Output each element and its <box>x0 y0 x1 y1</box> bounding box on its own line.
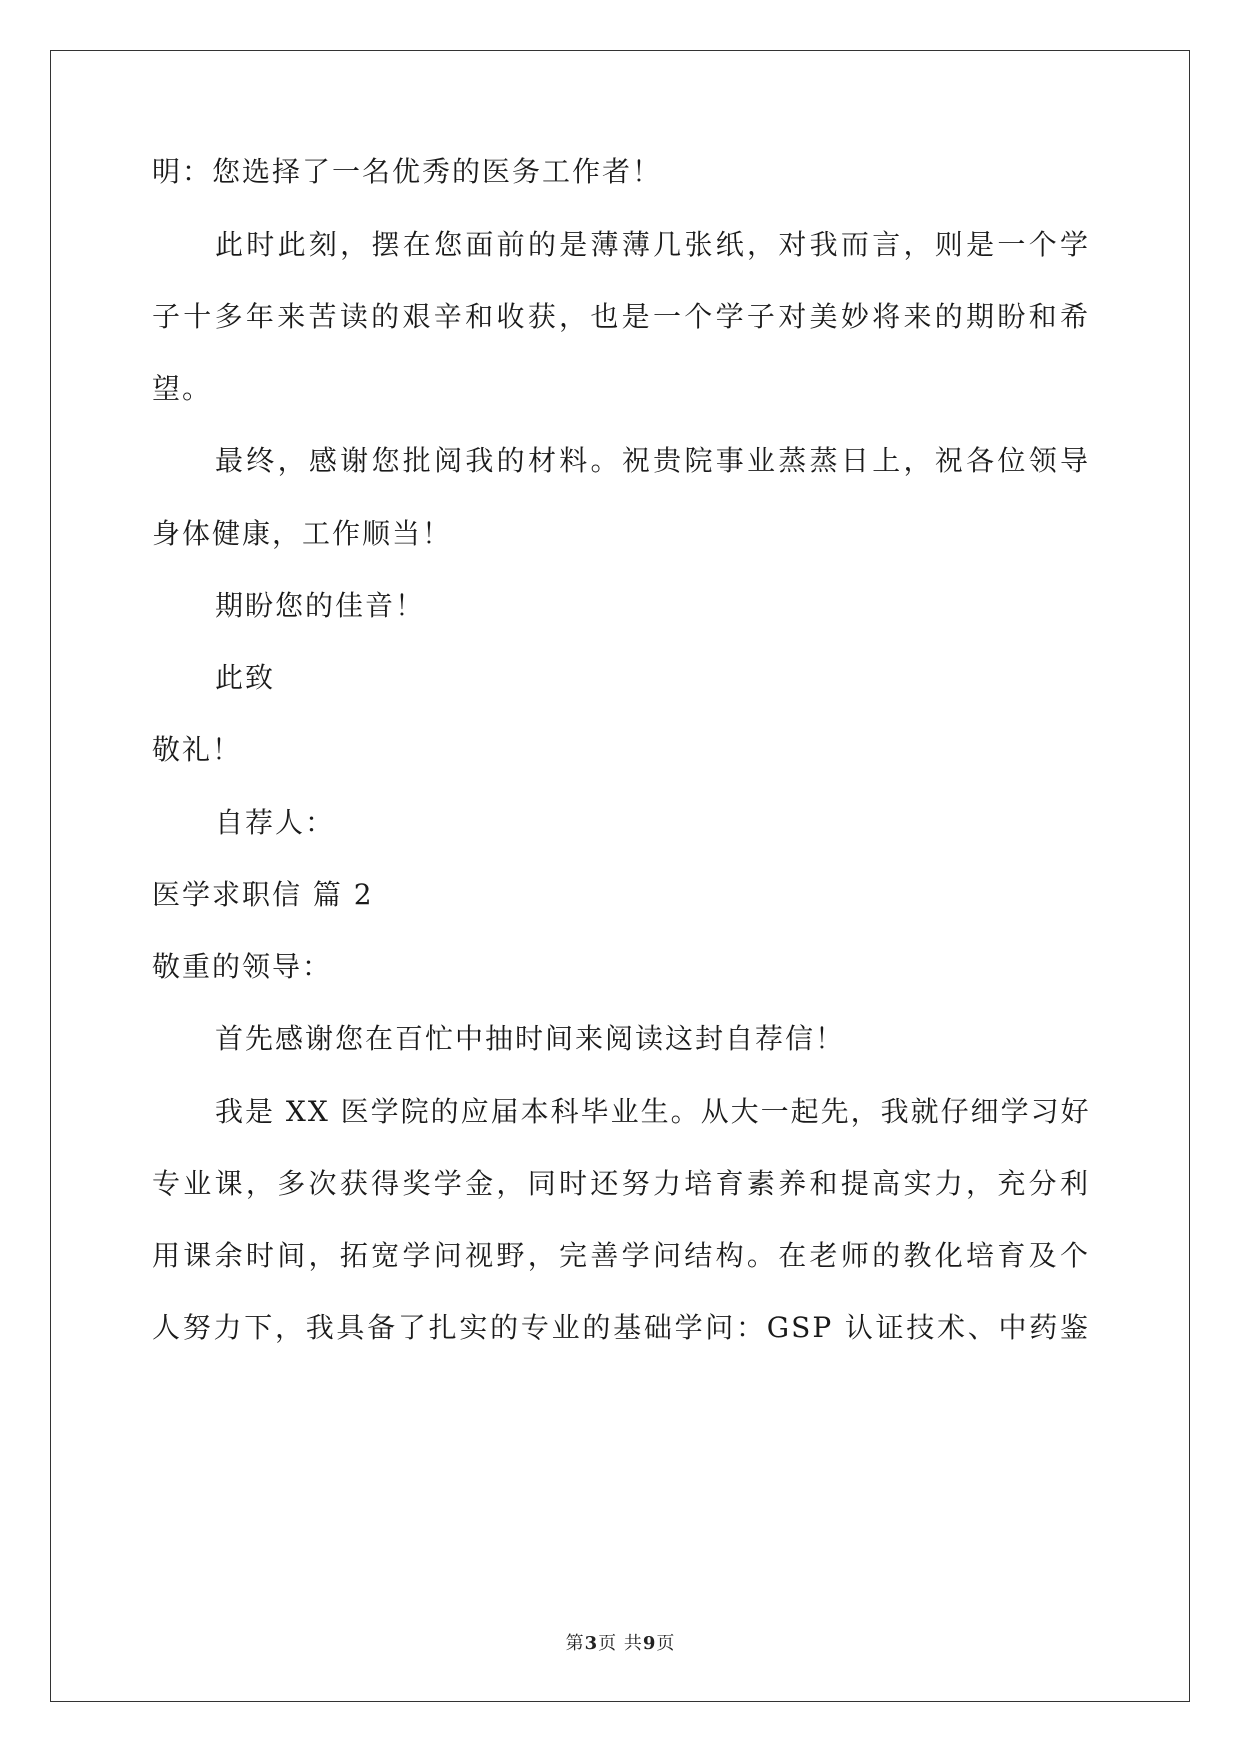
text-line-17: 人努力下，我具备了扎实的专业的基础学问：GSP 认证技术、中药鉴 <box>152 1311 1090 1344</box>
text-line-13: 首先感谢您在百忙中抽时间来阅读这封自荐信！ <box>215 1022 846 1055</box>
text-line-10: 自荐人： <box>215 806 336 839</box>
text-line-1: 明：您选择了一名优秀的医务工作者！ <box>152 155 663 188</box>
text-line-3: 子十多年来苦读的艰辛和收获，也是一个学子对美妙将来的期盼和希 <box>152 300 1090 333</box>
page-footer <box>0 1632 1241 1656</box>
text-line-4: 望。 <box>152 372 213 405</box>
text-line-2: 此时此刻，摆在您面前的是薄薄几张纸，对我而言，则是一个学 <box>215 228 1090 261</box>
footer-suffix: 页 <box>656 1633 676 1654</box>
text-line-15: 专业课，多次获得奖学金，同时还努力培育素养和提高实力，充分利 <box>152 1167 1090 1200</box>
text-line-12: 敬重的领导： <box>152 950 333 983</box>
footer-prefix: 第 <box>565 1633 585 1654</box>
text-line-5: 最终，感谢您批阅我的材料。祝贵院事业蒸蒸日上，祝各位领导 <box>215 444 1090 477</box>
footer-total-pages: 9 <box>642 1633 657 1654</box>
section-heading: 医学求职信 篇 2 <box>152 878 374 911</box>
text-line-6: 身体健康，工作顺当！ <box>152 517 453 550</box>
text-line-16: 用课余时间，拓宽学问视野，完善学问结构。在老师的教化培育及个 <box>152 1239 1090 1272</box>
text-line-14: 我是 XX 医学院的应届本科毕业生。从大一起先，我就仔细学习好 <box>215 1095 1091 1128</box>
footer-current-page: 3 <box>584 1633 599 1654</box>
text-line-8: 此致 <box>215 661 276 694</box>
footer-middle: 页 共 <box>598 1633 643 1654</box>
text-line-7: 期盼您的佳音！ <box>215 589 426 622</box>
text-line-9: 敬礼！ <box>152 733 243 766</box>
